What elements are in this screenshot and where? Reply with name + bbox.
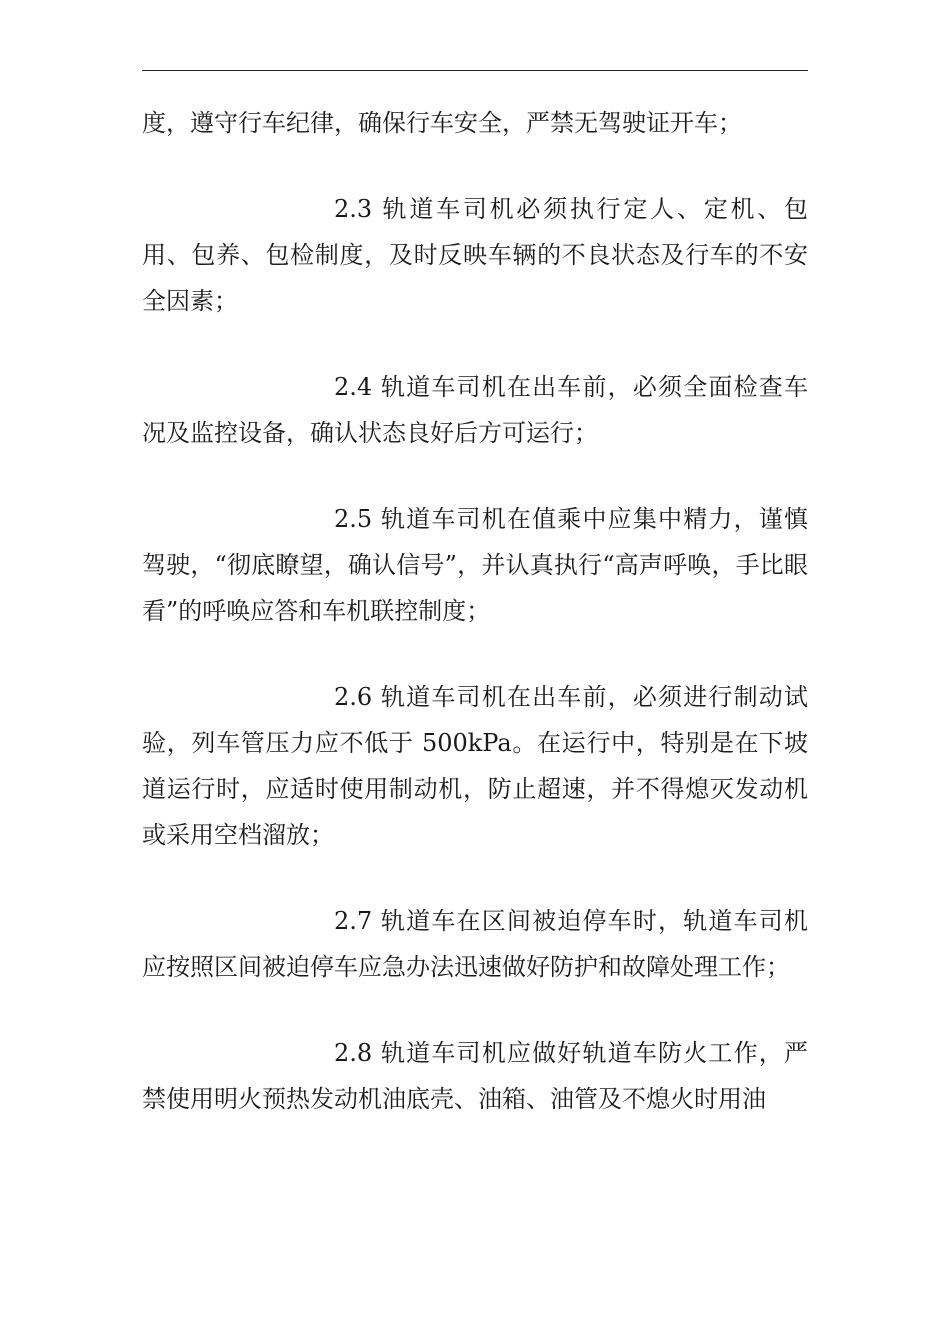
paragraph-continued: 度，遵守行车纪律，确保行车安全，严禁无驾驶证开车；: [142, 109, 742, 137]
paragraph-2-6: 2.6 轨道车司机在出车前，必须进行制动试验，列车管压力应不低于 500kPa。在运行中，特别是在下坡道运行时，应适时使用制动机，防止超速，并不得熄灭发动机或采用空档溜放；: [142, 683, 808, 849]
paragraph-2-3: 2.3 轨道车司机必须执行定人、定机、包用、包养、包检制度，及时反映车辆的不良状态及行车的不安全因素；: [142, 195, 808, 315]
document-body: [142, 100, 808, 1122]
header-rule: [142, 70, 808, 71]
paragraph-2-8: 2.8 轨道车司机应做好轨道车防火工作，严禁使用明火预热发动机油底壳、油箱、油管及不熄火时用油: [142, 1039, 808, 1113]
paragraph-2-5: 2.5 轨道车司机在值乘中应集中精力，谨慎驾驶，“彻底瞭望，确认信号”，并认真执行“高声呼唤，手比眼看”的呼唤应答和车机联控制度；: [142, 505, 808, 625]
paragraph-2-7: 2.7 轨道车在区间被迫停车时，轨道车司机应按照区间被迫停车应急办法迅速做好防护和故障处理工作；: [142, 907, 808, 981]
paragraph-2-4: 2.4 轨道车司机在出车前，必须全面检查车况及监控设备，确认状态良好后方可运行；: [142, 373, 808, 447]
